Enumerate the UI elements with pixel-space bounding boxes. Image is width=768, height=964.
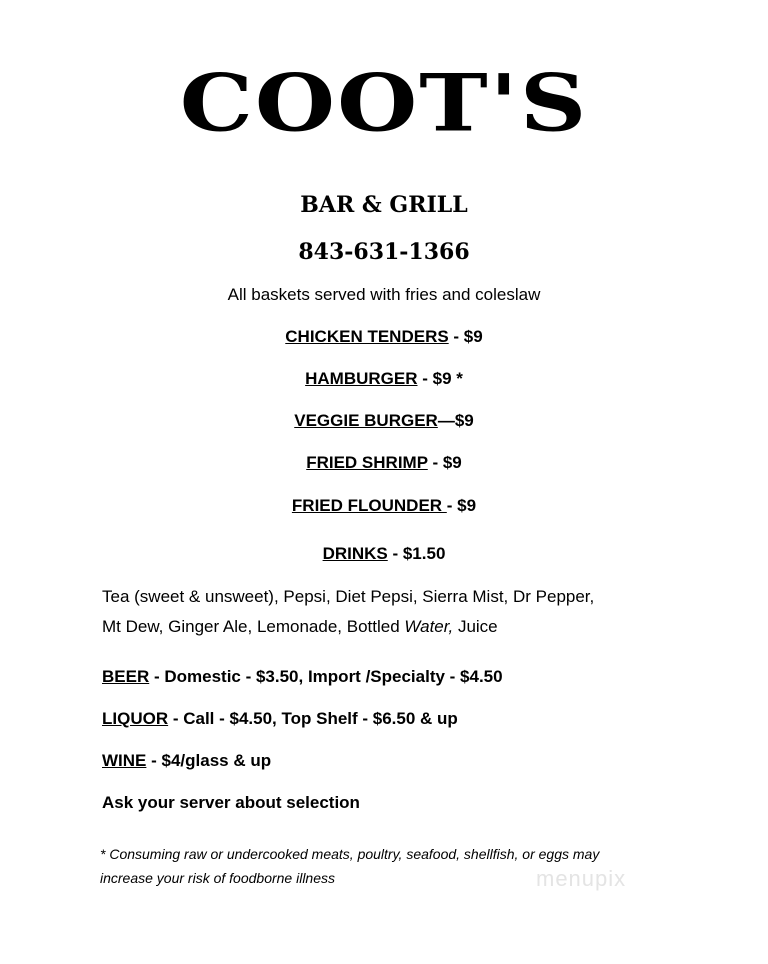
menu-item-hamburger bbox=[0, 369, 768, 389]
wine-name: WINE bbox=[102, 751, 147, 770]
restaurant-name: COOT'S bbox=[179, 56, 589, 150]
liquor-name: LIQUOR bbox=[102, 709, 169, 728]
drinks-name: DRINKS bbox=[322, 544, 388, 563]
ask-server-note: Ask your server about selection bbox=[102, 793, 360, 812]
item-name: CHICKEN TENDERS bbox=[285, 327, 449, 346]
basket-note: All baskets served with fries and coleslaw bbox=[227, 285, 541, 304]
item-price: - $9 bbox=[448, 327, 483, 346]
drinks-line-2-start: Mt Dew, Ginger Ale, Lemonade, Bottled bbox=[102, 617, 405, 636]
item-price: - $9 bbox=[427, 453, 462, 472]
drinks-price: - $1.50 bbox=[387, 544, 446, 563]
liquor-prices: - Call - $4.50, Top Shelf - $6.50 & up bbox=[168, 709, 458, 728]
wine-prices: - $4/glass & up bbox=[146, 751, 272, 770]
drinks-list-line-1: Tea (sweet & unsweet), Pepsi, Diet Pepsi, Sierra Mist, Dr Pepper, bbox=[102, 587, 595, 606]
drinks-line-2-end: Juice bbox=[453, 617, 498, 636]
liquor-line bbox=[102, 709, 458, 729]
wine-line bbox=[102, 751, 271, 771]
item-price: - $9 * bbox=[417, 369, 463, 388]
beer-line bbox=[102, 667, 503, 687]
menu-item-fried-shrimp bbox=[0, 453, 768, 473]
item-name: FRIED SHRIMP bbox=[306, 453, 428, 472]
beer-prices: - Domestic - $3.50, Import /Specialty - $4.50 bbox=[149, 667, 503, 686]
watermark-logo: menupix bbox=[536, 866, 627, 891]
item-price: —$9 bbox=[437, 411, 474, 430]
drinks-line-2-italic: Water, bbox=[404, 617, 454, 636]
restaurant-subtitle: BAR & GRILL bbox=[300, 192, 468, 218]
item-name: VEGGIE BURGER bbox=[294, 411, 438, 430]
beer-name: BEER bbox=[102, 667, 150, 686]
menu-item-chicken-tenders bbox=[0, 327, 768, 347]
disclaimer-line-2: increase your risk of foodborne illness bbox=[100, 870, 336, 886]
menu-item-fried-flounder bbox=[0, 496, 768, 516]
item-name: FRIED FLOUNDER bbox=[291, 496, 447, 515]
item-price: - $9 bbox=[446, 496, 477, 515]
drinks-heading bbox=[0, 544, 768, 564]
phone-number: 843-631-1366 bbox=[298, 239, 470, 265]
menu-item-veggie-burger bbox=[0, 411, 768, 431]
disclaimer-line-1: * Consuming raw or undercooked meats, poultry, seafood, shellfish, or eggs may bbox=[100, 846, 600, 862]
drinks-list-line-2 bbox=[102, 617, 498, 637]
item-name: HAMBURGER bbox=[305, 369, 418, 388]
